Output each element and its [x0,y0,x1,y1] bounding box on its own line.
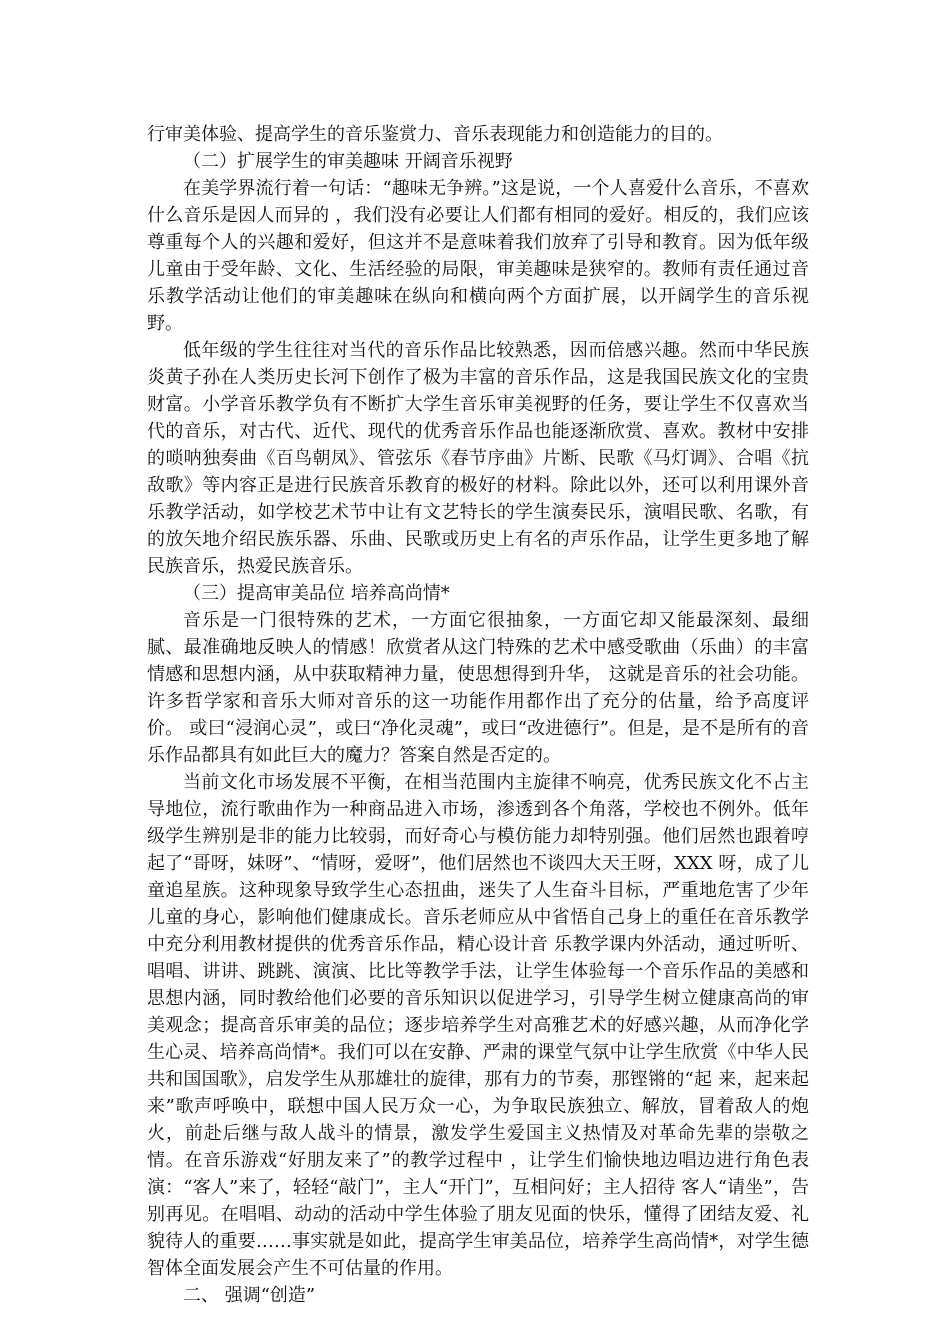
paragraph: 当前文化市场发展不平衡，在相当范围内主旋律不响亮，优秀民族文化不占主导地位，流行歌曲作为一种商品进入市场，渗透到各个角落，学校也不例外。低年级学生辨别是非的能力比较弱，而好奇心与模仿能力却特别强。他们居然也跟着哼起了“哥呀，妹呀”、“情呀，爱呀”，他们居然也不谈四大天王呀，XXX 呀，成了儿童追星族。这种现象导致学生心态扭曲，迷失了人生奋斗目标，严重地危害了少年儿童的身心，影响他们健康成长。音乐老师应从中省悟自己身上的重任在音乐教学中充分利用教材提供的优秀音乐作品，精心设计音 乐教学课内外活动，通过听听、唱唱、讲讲、跳跳、演演、比比等教学手法，让学生体验每一个音乐作品的美感和思想内涵，同时教给他们必要的音乐知识以促进学习，引导学生树立健康高尚的审美观念；提高音乐审美的品位；逐步培养学生对高雅艺术的好感兴趣，从而净化学生心灵、培养高尚情*。我们可以在安静、严肃的课堂气氛中让学生欣赏《中华人民共和国国歌》，启发学生从那雄壮的旋律，那有力的节奏，那铿锵的“起 来，起来起来”歌声呼唤中，联想中国人民万众一心，为争取民族独立、解放，冒着敌人的炮火，前赴后继与敌人战斗的情景，激发学生爱国主义热情及对革命先辈的崇敬之情。在音乐游戏“好朋友来了”的教学过程中 ，让学生们愉快地边唱边进行角色表演：“客人”来了，轻轻“敲门”，主人“开门”，互相问好；主人招待 客人“请坐”，告别再见。在唱唱、动动的活动中学生体验了朋友见面的快乐，懂得了团结友爱、礼貌待人的重要……事实就是如此，提高学生审美品位，培养学生高尚情*，对学生德智体全面发展会产生不可估量的作用。 [147,772,809,1279]
paragraph: 在美学界流行着一句话：“趣味无争辨。”这是说，一个人喜爱什么音乐，不喜欢什么音乐是因人而异的 ，我们没有必要让人们都有相同的爱好。相反的，我们应该尊重每个人的兴趣和爱好，但这并不是意味着我们放弃了引导和教育。因为低年级儿童由于受年龄、文化、生活经验的局限，审美趣味是狭窄的。教师有责任通过音乐教学活动让他们的审美趣味在纵向和横向两个方面扩展，以开阔学生的音乐视野。 [147,178,809,334]
paragraph: 低年级的学生往往对当代的音乐作品比较熟悉，因而倍感兴趣。然而中华民族炎黄子孙在人类历史长河下创作了极为丰富的音乐作品，这是我国民族文化的宝贵财富。小学音乐教学负有不断扩大学生音乐审美视野的任务，要让学生不仅喜欢当代的音乐，对古代、近代、现代的优秀音乐作品也能逐渐欣赏、喜欢。教材中安排的唢呐独奏曲《百鸟朝凤》、管弦乐《春节序曲》片断、民歌《马灯调》、合唱《抗敌歌》等内容正是进行民族音乐教育的极好的材料。除此以外，还可以利用课外音乐教学活动，如学校艺术节中让有文艺特长的学生演奏民乐，演唱民歌、名歌，有的放矢地介绍民族乐器、乐曲、民歌或历史上有名的声乐作品，让学生更多地了解民族音乐，热爱民族音乐。 [147,340,809,577]
section-heading-3: （三）提高审美品位 培养高尚情* [183,583,450,604]
chapter-heading-2: 二、 强调“创造” [183,1285,316,1306]
document-body [147,121,809,1309]
paragraph-continuation: 行审美体验、提高学生的音乐鉴赏力、音乐表现能力和创造能力的目的。 [147,124,723,145]
section-heading-2: （二）扩展学生的审美趣味 开阔音乐视野 [183,151,513,172]
paragraph: 音乐是一门很特殊的艺术，一方面它很抽象，一方面它却又能最深刻、最细腻、最准确地反映人的情感！欣赏者从这门特殊的艺术中感受歌曲（乐曲）的丰富情感和思想内涵，从中获取精神力量，使思想得到升华， 这就是音乐的社会功能。许多哲学家和音乐大师对音乐的这一功能作用都作出了充分的估量，给予高度评价。 或曰“浸润心灵”，或曰“净化灵魂”，或曰“改进德行”。但是，是不是所有的音乐作品都具有如此巨大的魔力？答案自然是否定的。 [147,610,809,766]
